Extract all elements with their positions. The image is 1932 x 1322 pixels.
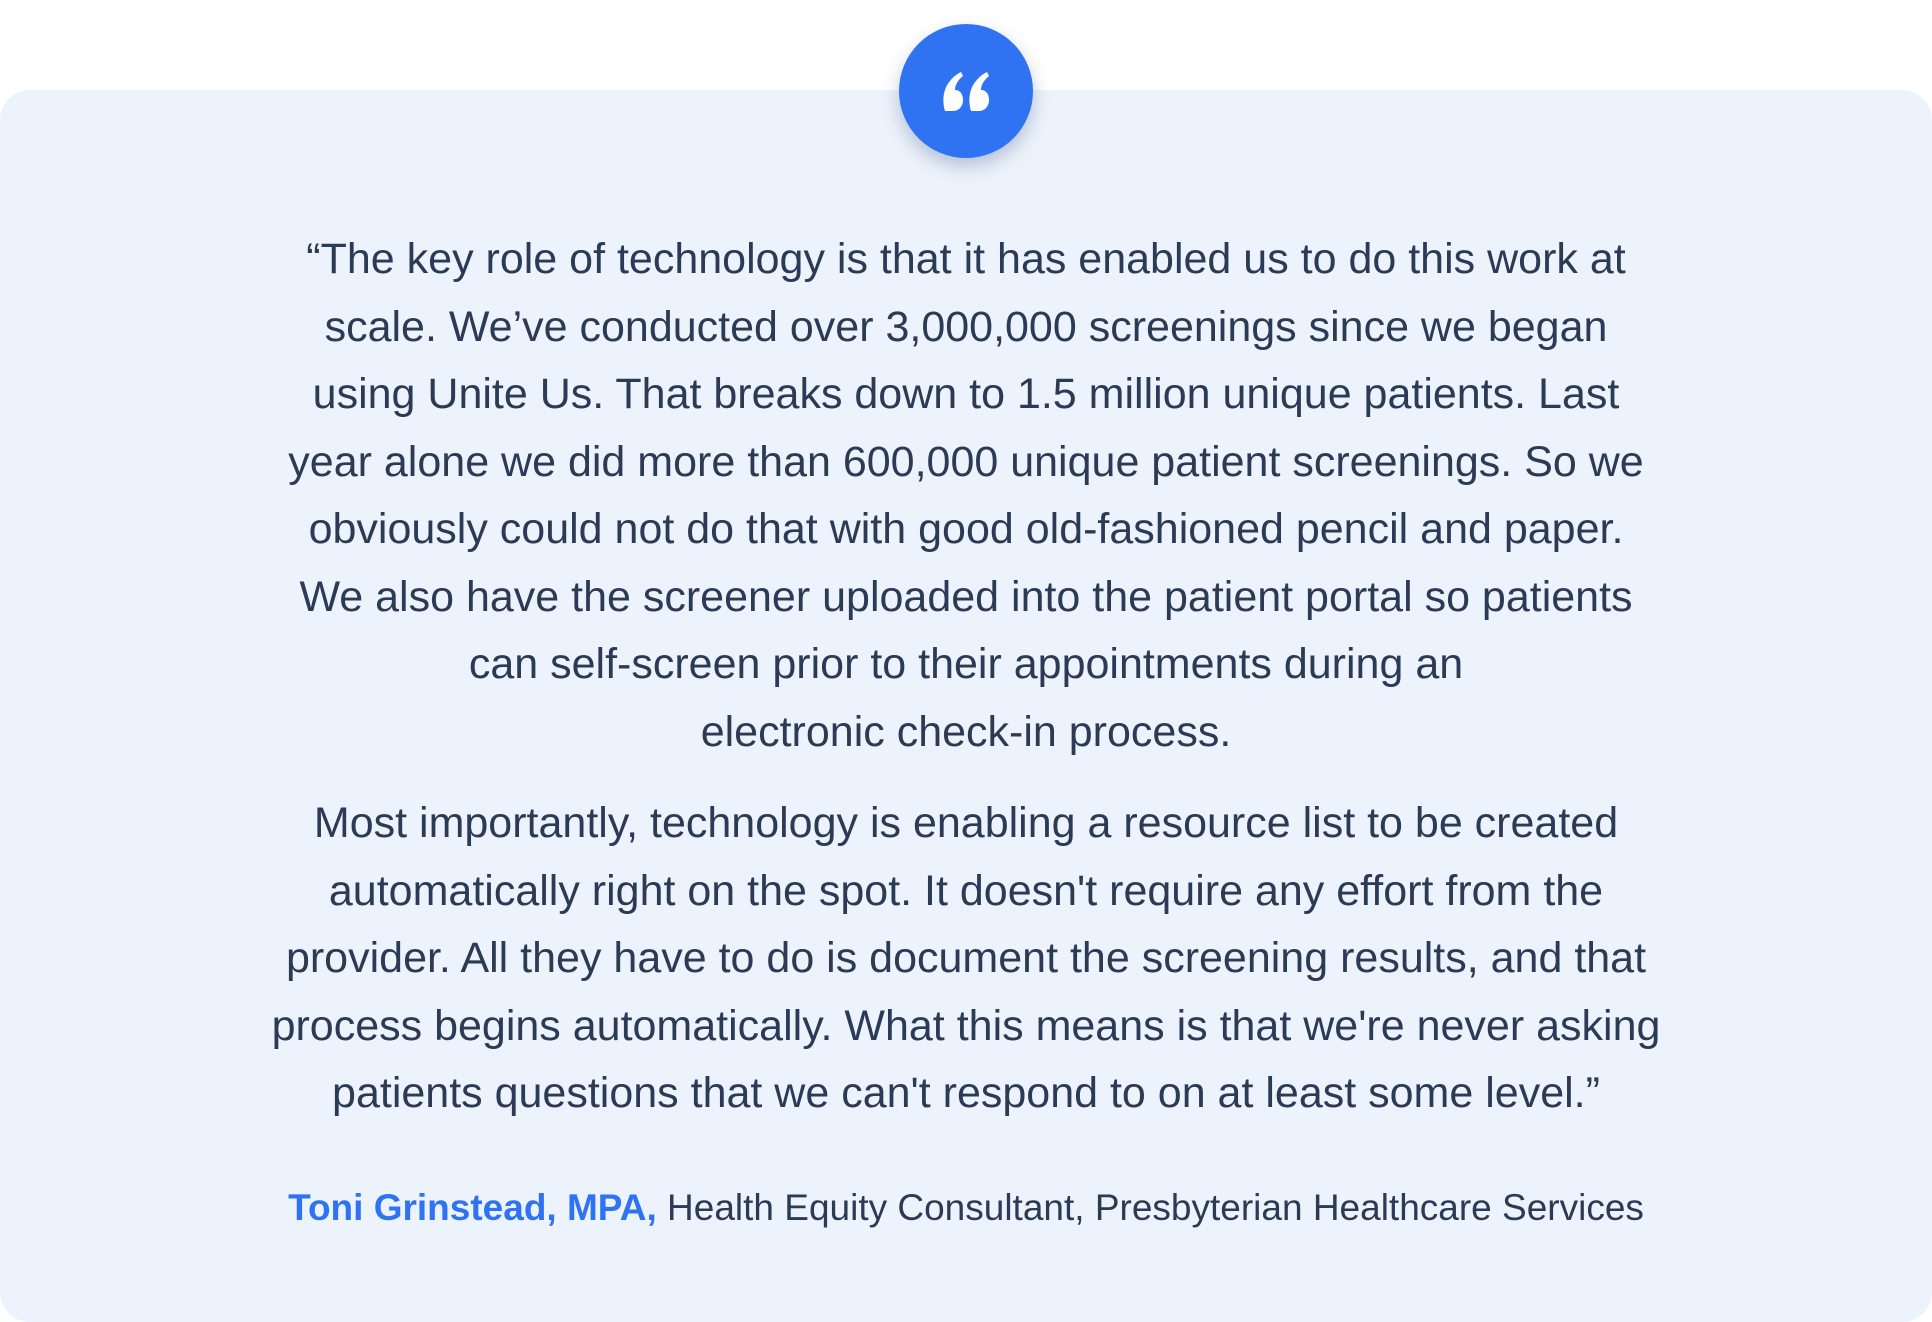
- quote-line: electronic check-in process.: [700, 707, 1232, 756]
- quote-line: using Unite Us. That breaks down to 1.5 million unique patients. Last: [312, 370, 1620, 418]
- quote-line: scale. We’ve conducted over 3,000,000 screenings since we began: [324, 302, 1608, 351]
- quote-marks-icon: [941, 71, 991, 111]
- quote-badge: [899, 24, 1033, 158]
- author-role: Health Equity Consultant, Presbyterian Healthcare Services: [667, 1187, 1644, 1228]
- attribution: [170, 1186, 1762, 1230]
- quote-line: year alone we did more than 600,000 unique patient screenings. So we: [288, 437, 1644, 486]
- quote-line: We also have the screener uploaded into the patient portal so patients: [299, 572, 1633, 621]
- quote-paragraph-1: [170, 226, 1762, 766]
- quote-line: “The key role of technology is that it has enabled us to do this work at: [306, 235, 1626, 283]
- quote-line: process begins automatically. What this means is that we're never asking: [271, 1001, 1661, 1050]
- quote-line: can self-screen prior to their appointments during an: [468, 640, 1464, 688]
- quote-paragraph-2: [170, 790, 1762, 1128]
- quote-line: Most importantly, technology is enabling a resource list to be created: [313, 799, 1619, 847]
- quote-text: [170, 226, 1762, 1128]
- quote-line: automatically right on the spot. It doesn't require any effort from the: [328, 866, 1604, 915]
- quote-line: obviously could not do that with good old-fashioned pencil and paper.: [308, 505, 1624, 553]
- quote-line: provider. All they have to do is document the screening results, and that: [285, 934, 1647, 982]
- author-name: Toni Grinstead, MPA,: [288, 1187, 657, 1228]
- quote-line: patients questions that we can't respond to on at least some level.”: [332, 1069, 1600, 1117]
